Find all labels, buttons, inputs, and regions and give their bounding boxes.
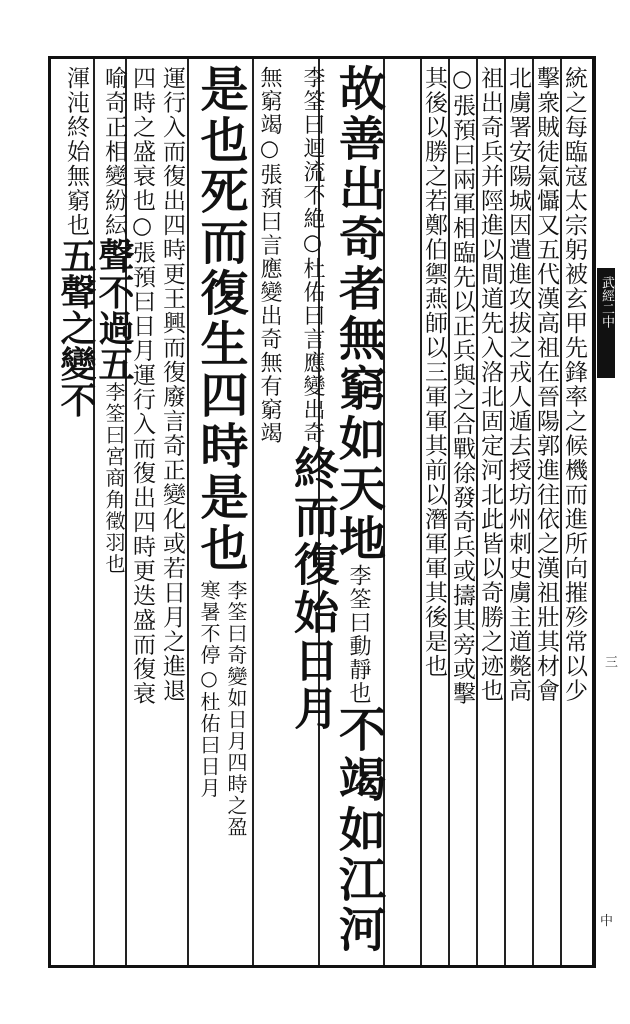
annotation-column-sub: 李筌曰奇變如日月四時之盈 (224, 580, 248, 838)
main-text: 終而復始日月 (286, 445, 339, 733)
mixed-text-column-3 (55, 66, 97, 418)
main-text-column-1 (331, 64, 386, 955)
margin-title: 武經二中 (599, 276, 614, 328)
main-text: 是也死而復生四時是也 (192, 64, 248, 574)
text-column-4: 祖出奇兵并陘進以間道先入洛北固定河北此皆以奇勝之迹也 (477, 66, 503, 703)
margin-page-mark: 三 (602, 655, 617, 668)
text-column-2: 擊衆賊徒氣懾又五代漢高祖在晉陽郭進往依之漢祖壯其材會 (533, 66, 559, 703)
main-text: 不竭如江河 (331, 705, 386, 955)
text-column-1: 統之每臨寇太宗躬被玄甲先鋒率之候機而進所向摧殄常以少 (561, 66, 587, 703)
margin-bottom-mark: 中 (600, 914, 614, 929)
annotation-text: 李筌曰動靜也 (346, 564, 371, 705)
main-text: 故善出奇者無窮如天地 (331, 64, 386, 564)
text-column-3: 北虜署安陽城因遣進攻拔之戎人遁去授坊州刺史虜主道斃高 (505, 66, 531, 703)
text-column-5: ○張預曰兩軍相臨先以正兵與之合戰徐發奇兵或擣其旁或擊 (449, 66, 475, 706)
column-rule (252, 59, 254, 965)
annotation-column-sub: 寒暑不停○杜佑曰日月 (197, 580, 221, 799)
annotation-text: 李筌曰迴流不絶○杜佑曰言應變出奇 (300, 66, 325, 445)
main-text: 五聲之變不 (55, 237, 97, 418)
main-text-column-2 (192, 64, 248, 574)
text-column-6: 其後以勝之若鄭伯禦燕師以三軍軍其前以潛軍軍其後是也 (421, 66, 447, 679)
text-column-12: 四時之盛衰也○張預曰日月運行入而復出四時更迭盛而復衰 (129, 66, 155, 706)
column-rule (187, 59, 189, 965)
annotation-text: 李筌曰宮商角徵羽也 (102, 381, 126, 575)
mixed-text-column-2 (93, 66, 135, 575)
annotation-column: 無窮竭○張預曰言應變出奇無有窮竭 (257, 66, 282, 445)
main-text: 聲不過五 (93, 237, 135, 382)
annotation-text: 喻奇正相變紛紜 (101, 66, 127, 238)
annotation-text: 渾沌終始無窮也 (63, 66, 89, 238)
text-column-11: 運行入而復出四時更王興而復廢言奇正變化或若日月之進退 (159, 66, 185, 703)
mixed-text-column (286, 66, 339, 733)
